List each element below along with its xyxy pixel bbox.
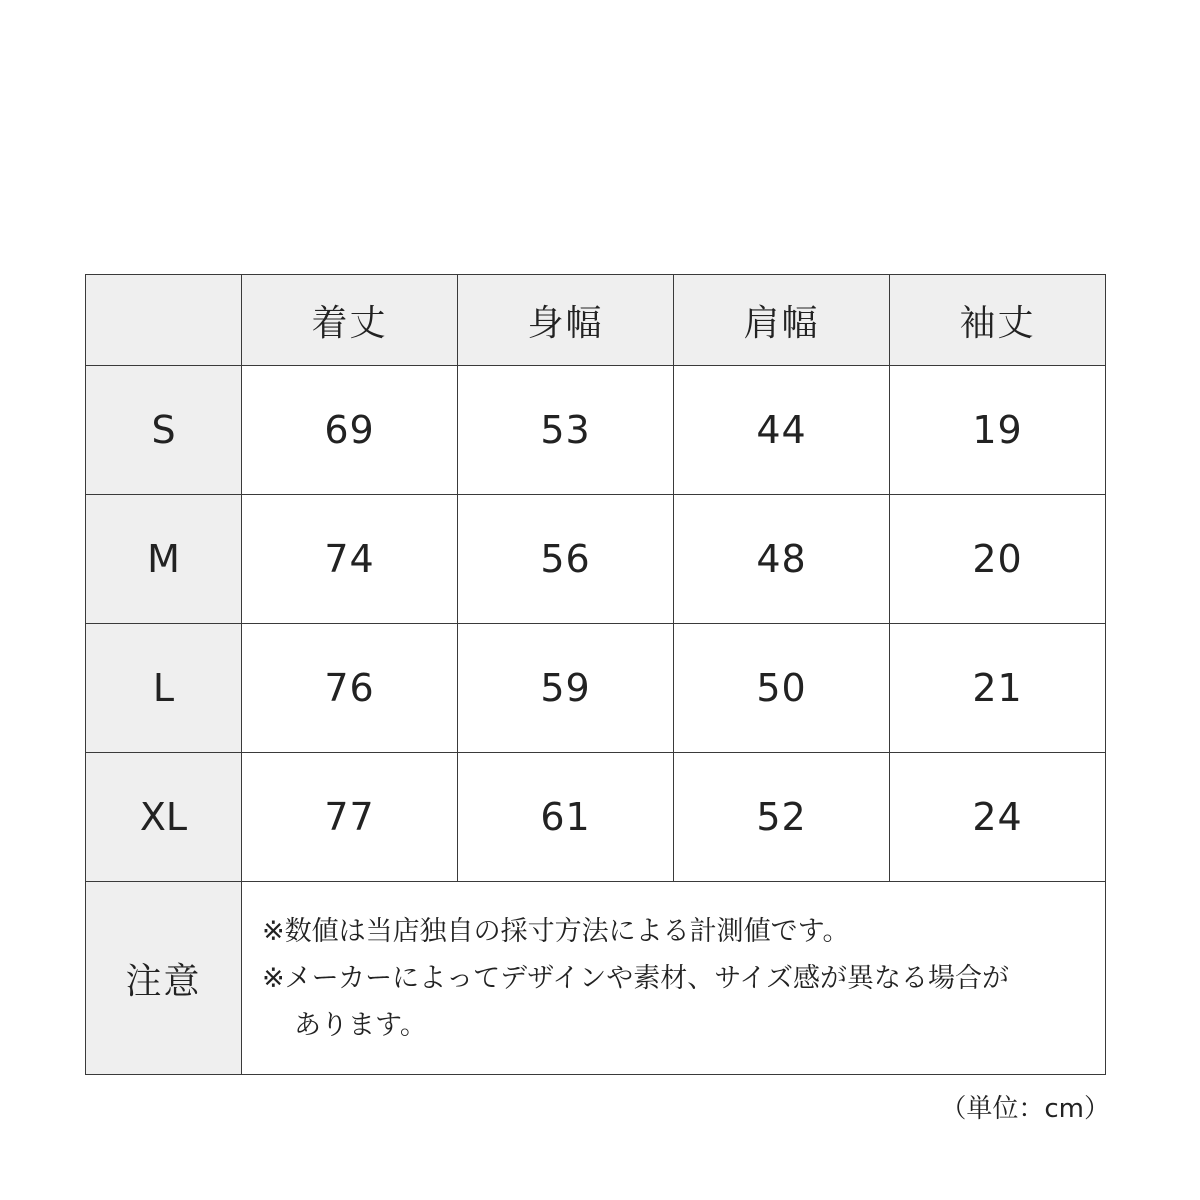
note-line: ※数値は当店独自の採寸方法による計測値です。 bbox=[262, 915, 850, 947]
note-line: ※メーカーによってデザインや素材、サイズ感が異なる場合が bbox=[262, 962, 1010, 994]
header-body-width: 身幅 bbox=[458, 275, 674, 366]
header-length: 着丈 bbox=[242, 275, 458, 366]
header-shoulder-width: 肩幅 bbox=[674, 275, 890, 366]
size-label: M bbox=[86, 495, 242, 624]
table-row bbox=[86, 624, 1106, 753]
value-cell: 50 bbox=[674, 624, 890, 753]
table-row bbox=[86, 366, 1106, 495]
value-cell: 44 bbox=[674, 366, 890, 495]
note-line: あります。 bbox=[294, 1009, 427, 1041]
note-content bbox=[242, 882, 1106, 1075]
size-label: S bbox=[86, 366, 242, 495]
value-cell: 59 bbox=[458, 624, 674, 753]
size-label: L bbox=[86, 624, 242, 753]
header-row bbox=[86, 275, 1106, 366]
size-label: XL bbox=[86, 753, 242, 882]
value-cell: 76 bbox=[242, 624, 458, 753]
size-chart-table bbox=[85, 274, 1106, 1075]
value-cell: 52 bbox=[674, 753, 890, 882]
value-cell: 53 bbox=[458, 366, 674, 495]
value-cell: 19 bbox=[890, 366, 1106, 495]
table-row bbox=[86, 495, 1106, 624]
unit-label: （単位：cm） bbox=[940, 1094, 1110, 1124]
value-cell: 56 bbox=[458, 495, 674, 624]
table-row bbox=[86, 753, 1106, 882]
value-cell: 20 bbox=[890, 495, 1106, 624]
value-cell: 61 bbox=[458, 753, 674, 882]
value-cell: 48 bbox=[674, 495, 890, 624]
value-cell: 21 bbox=[890, 624, 1106, 753]
header-sleeve-length: 袖丈 bbox=[890, 275, 1106, 366]
value-cell: 69 bbox=[242, 366, 458, 495]
note-label: 注意 bbox=[86, 882, 242, 1075]
note-row bbox=[86, 882, 1106, 1075]
value-cell: 77 bbox=[242, 753, 458, 882]
value-cell: 74 bbox=[242, 495, 458, 624]
corner-cell bbox=[86, 275, 242, 366]
value-cell: 24 bbox=[890, 753, 1106, 882]
